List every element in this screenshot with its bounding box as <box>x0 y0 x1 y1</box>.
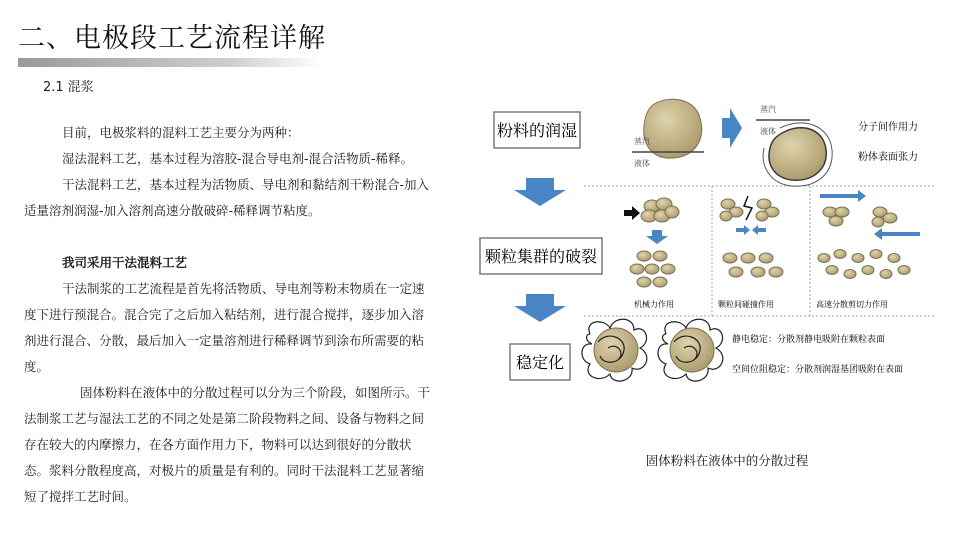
dispersion-diagram <box>474 94 934 390</box>
dispersed-particles <box>723 253 783 277</box>
stage-label-breakup: 颗粒集群的破裂 <box>484 247 598 266</box>
paragraph-dispersion: 固体粉料在液体中的分散过程可以分为三个阶段，如图所示。干法制浆工艺与湿法工艺的不同之处是第二阶段物料之间、设备与物料之间存在较大的内摩擦力，在各方面作用力下，物料可以达到很好的分散状态。浆料分散程度高，对极片的质量是有利的。同时干法混料工艺显著缩短了搅拌工艺时间。 <box>24 385 431 504</box>
paragraph-dry-process: 干法混料工艺，基本过程为活物质、导电剂和黏结剂干粉混合-加入适量溶剂润湿-加入溶剂高速分散破碎-稀释调节粘度。 <box>24 177 430 218</box>
wetted-particle-icon <box>769 128 826 180</box>
arrow-right-icon <box>722 108 742 148</box>
force-label-surface-tension: 粉体表面张力 <box>858 152 918 163</box>
label-electrostatic: 静电稳定：分散剂静电吸附在颗粒表面 <box>732 335 886 345</box>
stage-label-wetting: 粉料的润湿 <box>496 121 578 140</box>
label-steric: 空间位阻稳定：分散剂润湿基团吸附在表面 <box>732 365 904 375</box>
dispersion-figure <box>474 94 934 390</box>
paragraph-company-method: 我司采用干法混料工艺 <box>62 255 188 270</box>
arrow-right-icon <box>736 225 750 235</box>
force-label-molecular: 分子间作用力 <box>858 122 918 133</box>
label-mechanical-force: 机械力作用 <box>634 300 674 309</box>
section-heading: 2.1 混浆 <box>43 80 94 95</box>
arrow-down-icon <box>514 294 566 322</box>
shear-arrow-right-icon <box>820 190 866 202</box>
stabilized-particle-icon <box>658 319 723 381</box>
particle-icon <box>644 99 702 158</box>
body-text <box>24 120 430 510</box>
page-title: 二、电极段工艺流程详解 <box>18 23 326 54</box>
liquid-label: 液体 <box>634 159 650 168</box>
colliding-cluster-right <box>756 199 779 221</box>
paragraph-dry-flow: 干法制浆的工艺流程是首先将活物质、导电剂等粉末物质在一定速度下进行预混合。混合完了之后加入粘结剂，进行混合搅拌，逐步加入溶剂进行混合、分散，最后加入一定量溶剂进行稀释调节到涂布所需要的粘度。 <box>24 281 425 374</box>
label-collision: 颗粒间碰撞作用 <box>718 300 774 309</box>
stabilized-particle-icon <box>582 319 647 381</box>
push-arrow-icon <box>624 206 640 220</box>
label-shear: 高速分散剪切力作用 <box>816 300 888 309</box>
vapor-label: 蒸汽 <box>634 137 650 146</box>
dispersed-particles <box>818 250 910 279</box>
colliding-cluster-left <box>720 199 743 221</box>
arrow-left-icon <box>752 225 766 235</box>
shear-arrow-left-icon <box>874 228 920 240</box>
collision-spark-icon <box>744 196 752 220</box>
arrow-down-icon <box>514 178 566 206</box>
arrow-down-icon <box>646 230 668 244</box>
vapor-label: 蒸汽 <box>760 105 776 114</box>
stage-label-stabilize: 稳定化 <box>515 353 565 372</box>
title-underline <box>18 58 323 67</box>
figure-caption: 固体粉料在液体中的分散过程 <box>645 453 809 468</box>
liquid-label: 液体 <box>760 127 776 136</box>
paragraph-intro: 目前，电极浆料的混料工艺主要分为两种： <box>62 125 300 140</box>
dispersed-particles <box>630 251 675 287</box>
particle-cluster <box>641 198 679 222</box>
paragraph-wet-process: 湿法混料工艺，基本过程为溶胶-混合导电剂-混合活物质-稀释。 <box>62 151 414 166</box>
sheared-cluster <box>823 207 897 227</box>
